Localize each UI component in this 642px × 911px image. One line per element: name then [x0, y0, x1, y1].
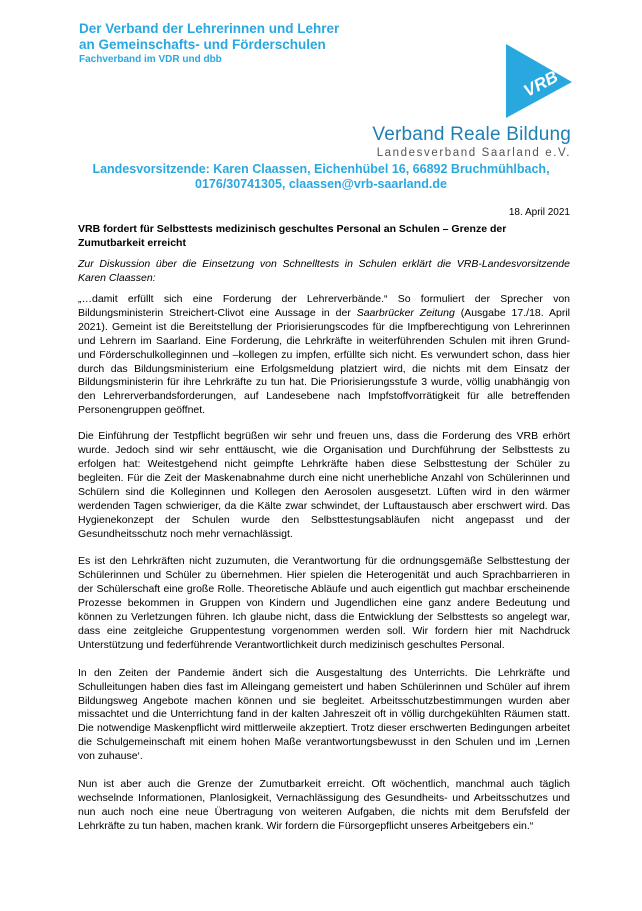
newspaper-name: Saarbrücker Zeitung	[356, 306, 455, 319]
brand-block	[372, 124, 571, 160]
paragraph-1-part1: So formuliert der Sprecher von Bildungsministerin Streichert-Clivot eine Aussage in der	[78, 293, 570, 319]
release-date: 18. April 2021	[508, 207, 570, 218]
paragraph-4: In den Zeiten der Pandemie ändert sich die Ausgestaltung des Unterrichts. Die Lehrkräfte und Schulleitungen haben dies fast im Alleingang gemeistert und haben Schülerinnen und Schüler auf ihrem Bildungsweg Angebote machen können und sie begleitet. Arbeitsschutzbestimmungen wurden aber missachtet und die Unterrichtung fand in der kalten Jahreszeit oft in völlig durchgekühlten Räumen statt. Die notwendige Maskenpflicht wird mittlerweile akzeptiert. Trotz dieser erschwerten Bedingungen arbeitet die Schulgemeinschaft mit einem hohen Maße verantwortungsbewusst in den Schulen und im ‚Lernen von zuhause‘.	[78, 666, 570, 763]
chair-contact-line2: 0176/30741305, claassen@vrb-saarland.de	[195, 177, 447, 191]
brand-name: Verband Reale Bildung	[372, 124, 571, 145]
paragraph-1	[78, 293, 570, 418]
headline: VRB fordert für Selbsttests medizinisch geschultes Personal an Schulen – Grenze der Zumutbarkeit erreicht	[78, 223, 507, 249]
vrb-logo	[498, 42, 574, 120]
brand-subtitle: Landesverband Saarland e.V.	[376, 147, 571, 159]
paragraph-1-part2: (Ausgabe 17./18. April 2021). Gemeint ist die Bereitstellung der Priorisierungscodes für die Impfberechtigung von Lehrerinnen und Lehrern im Saarland. Eine Forderung, die Lehrkräfte in weiterführenden Schulen mit ihren Grund- und Förderschulkolleginnen und –kollegen zu impfen, erfüllte sich nicht. Es verwundert schon, dass hier durch das Bildungsministerium eine Erfolgsmeldung platziert wird, die nichts mit dem Einsatz der Bildungsministerin für ihre Lehrkräfte zu tun hat. Die Priorisierungsstufe 3 wurde, völlig unabhängig von den Lehrerverbandsforderungen, auf Landesebene nach Impfstoffvorrätigkeit für alle betreffenden Personengruppen geöffnet.	[78, 306, 570, 417]
org-name-line1: Der Verband der Lehrerinnen und Lehrer	[79, 21, 340, 36]
chair-contact-line1: Landesvorsitzende: Karen Claassen, Eichenhübel 16, 66892 Bruchmühlbach,	[92, 162, 550, 176]
paragraph-5: Nun ist aber auch die Grenze der Zumutbarkeit erreicht. Oft wöchentlich, manchmal auch täglich wechselnde Informationen, Planlosigkeit, Vernachlässigung des Gesundheits- und Arbeitsschutzes und nun auch noch eine neue Übertragung von weiteren Aufgaben, die nichts mit dem Berufsfeld der Lehrkräfte zu tun haben, machen krank. Wir fordern die Fürsorgepflicht unseres Arbeitgebers ein.“	[78, 778, 570, 832]
org-affiliation: Fachverband im VDR und dbb	[79, 54, 222, 65]
organization-header	[79, 21, 339, 67]
chair-contact	[60, 162, 582, 192]
intro-text: Zur Diskussion über die Einsetzung von Schnelltests in Schulen erklärt die VRB-Landesvorsitzende Karen Claassen:	[78, 258, 570, 284]
opening-quote: „…damit erfüllt sich eine Forderung der Lehrerverbände.“	[78, 293, 388, 305]
article-body	[78, 293, 570, 848]
logo-text: VRB	[520, 66, 562, 101]
paragraph-3: Es ist den Lehrkräften nicht zuzumuten, die Verantwortung für die ordnungsgemäße Selbsttestung der Schülerinnen und Schüler zu übernehmen. Hier spielen die Heterogenität und auch Sprachbarrieren in der Schülerschaft eine große Rolle. Theoretische Abläufe und auch eigentlich gut machbar erscheinende Prozesse bekommen in Gruppen von Kindern und Jugendlichen eine ganz andere Bedeutung und können zu Verletzungen führen. Ich glaube nicht, dass die Entwicklung der Selbsttests so angelegt war, dass eine zeitgleiche Gruppentestung vorgenommen werden soll. Wir fordern hier mit Nachdruck Unterstützung und federführende Verantwortlichkeit durch medizinisch geschultes Personal.	[78, 555, 570, 651]
org-name-line2: an Gemeinschafts- und Förderschulen	[79, 37, 326, 52]
paragraph-2: Die Einführung der Testpflicht begrüßen wir sehr und freuen uns, dass die Forderung des VRB erhört wurde. Jedoch sind wir sehr enttäuscht, wie die Organisation und Durchführung der Selbsttests zu erfolgen hat: Weitestgehend nicht geimpfte Lehrkräfte haben diese Selbsttestung der Schüler zu begleiten. Für die Zeit der Maskenabnahme durch eine nicht unerhebliche Anzahl von Schülerinnen und Schülern sind die Kolleginnen und Kollegen den Aerosolen ausgesetzt. Lüften wird in den wärmer werdenden Tagen schwieriger, da die Kälte zwar schwindet, der Luftaustausch aber erschwert wird. Das Hygienekonzept der Schulen wurde den Selbsttestungsabläufen nicht angepasst und der Gesundheitsschutz noch mehr vernachlässigt.	[78, 430, 570, 540]
